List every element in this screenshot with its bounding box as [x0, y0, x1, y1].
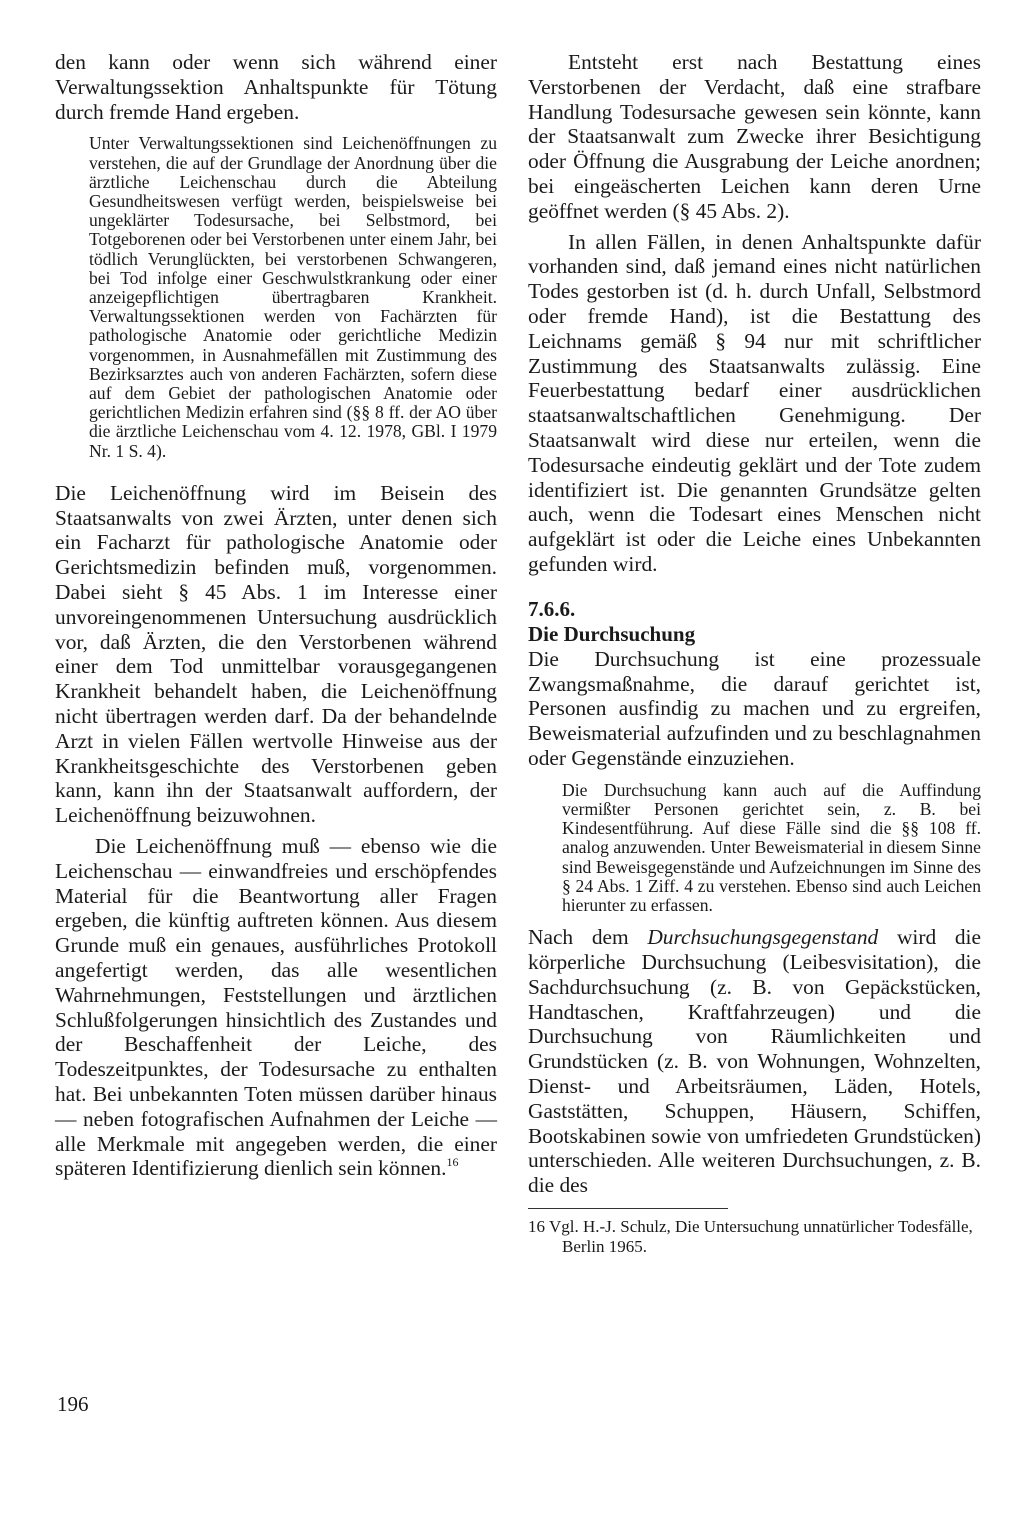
- right-paragraph-4-start: Nach dem: [528, 925, 648, 950]
- left-paragraph-1: den kann oder wenn sich während einer Verwaltungssektion Anhaltspunkte für Tötung durch fremde Hand ergeben.: [55, 50, 497, 124]
- right-paragraph-2: In allen Fällen, in denen Anhaltspunkte dafür vorhanden sind, daß jemand eines nicht natürlichen Todes gestorben ist (d. h. durch Unfall, Selbstmord oder fremde Hand), ist die Bestattung des Leichnams gemäß § 94 nur mit schriftlicher Zustimmung des Staatsanwalts zulässig. Eine Feuerbestattung bedarf einer ausdrücklichen staatsanwaltschaftlichen Genehmigung. Der Staatsanwalt wird diese nur erteilen, wenn die Todesursache eindeutig geklärt und der Tote zudem identifiziert ist. Die genannten Grundsätze gelten auch, wenn die Todesart eines Menschen nicht aufgeklärt ist oder die Leiche eines Unbekannten gefunden wird.: [528, 229, 981, 576]
- right-paragraph-3: Die Durchsuchung ist eine prozessuale Zwangsmaßnahme, die darauf gerichtet ist, Personen ausfindig zu machen und zu ergreifen, Beweismaterial aufzufinden und zu beschlagnahmen oder Gegenstände einzuziehen.: [528, 646, 981, 770]
- right-paragraph-1: Entsteht erst nach Bestattung eines Verstorbenen der Verdacht, daß eine strafbare Handlung Todesursache gewesen sein könnte, kann der Staatsanwalt zum Zwecke ihrer Besichtigung oder Öffnung die Ausgrabung der Leiche anordnen; bei eingeäscherten Leichen kann deren Urne geöffnet werden (§ 45 Abs. 2).: [528, 50, 981, 223]
- right-small-note: Die Durchsuchung kann auch auf die Auffindung vermißter Personen gerichtet sein, z. B. bei Kindesentführung. Auf diese Fälle sind die §§ 108 ff. analog anzuwenden. Unter Beweismaterial in diesem Sinne sind Beweisgegenstände und Aufzeichnungen im Sinne des § 24 Abs. 1 Ziff. 4 zu verstehen. Ebenso sind auch Leichen hierunter zu erfassen.: [562, 779, 981, 915]
- section-number: 7.6.6.: [528, 596, 576, 621]
- right-paragraph-4: [528, 925, 981, 1198]
- right-paragraph-4-rest: wird die körperliche Durchsuchung (Leibesvisitation), die Sachdurchsuchung (z. B. von Gepäckstücken, Handtaschen, Kraftfahrzeugen) und die Durchsuchung von Räumlichkeiten und Grundstücken (z. B. von Wohnungen, Wohnzelten, Dienst- und Arbeitsräumen, Läden, Hotels, Gaststätten, Schuppen, Häusern, Schiffen, Bootskabinen sowie von umfriedeten Grundstücken) unterschieden. Alle weiteren Durchsuchungen, z. B. die des: [528, 925, 981, 1198]
- left-column: [55, 50, 497, 1181]
- footnote-16: 16 Vgl. H.-J. Schulz, Die Untersuchung unnatürlicher Todesfälle, Berlin 1965.: [528, 1216, 973, 1256]
- emphasis-term: Durchsuchungsgegenstand: [647, 925, 879, 950]
- right-column: [528, 50, 981, 1257]
- left-paragraph-2: Die Leichenöffnung wird im Beisein des Staatsanwalts von zwei Ärzten, unter denen sich ein Facharzt für pathologische Anatomie oder Gerichtsmedizin befinden muß, vorgenommen. Dabei sieht § 45 Abs. 1 im Interesse einer unvoreingenommenen Untersuchung ausdrücklich vor, daß Ärzten, die den Verstorbenen während einer dem Tod unmittelbar vorausgegangenen Krankheit behandelt haben, die Leichenöffnung nicht übertragen werden darf. Da der behandelnde Arzt in vielen Fällen wertvolle Hinweise aus der Krankheitsgeschichte des Verstorbenen geben kann, kann ihn der Staatsanwalt auffordern, der Leichenöffnung beizuwohnen.: [55, 480, 497, 828]
- left-small-note: Unter Verwaltungssektionen sind Leichenöffnungen zu verstehen, die auf der Grundlage der Anordnung über die ärztliche Leichenschau durch die Abteilung Gesundheitswesen verfügt werden, beispielsweise bei ungeklärter Todesursache, bei Selbstmord, bei Totgeborenen oder bei Verstorbenen unter einem Jahr, bei tödlich Verunglückten, bei verstorbenen Schwangeren, bei Tod infolge einer Geschwulstkrankung oder einer anzeigepflichtigen übertragbaren Krankheit. Verwaltungssektionen werden von Fachärzten für pathologische Anatomie oder gerichtliche Medizin vorgenommen, in Ausnahmefällen mit Zustimmung des Bezirksarztes auch von anderen Fachärzten, sofern diese auf dem Gebiet der pathologischen Anatomie oder gerichtlichen Medizin erfahren sind (§§ 8 ff. der AO über die ärztliche Leichenschau vom 4. 12. 1978, GBl. I 1979 Nr. 1 S. 4).: [89, 133, 497, 461]
- footnote-reference: 16: [446, 1155, 459, 1170]
- left-paragraph-3-text: Die Leichenöffnung muß — ebenso wie die Leichenschau — einwandfreies und erschöpfendes Material für die Beantwortung aller Fragen ergeben, die künftig auftreten können. Aus diesem Grunde muß ein genaues, ausführliches Protokoll angefertigt werden, das alle wesentlichen Wahrnehmungen, Feststellungen und ärztlichen Schlußfolgerungen hinsichtlich des Zustandes und der Beschaffenheit der Leiche, des Todeszeitpunktes, der Todesursache zu enthalten hat. Bei unbekannten Toten müssen darüber hinaus — neben fotografischen Aufnahmen der Leiche — alle Merkmale mit angegeben werden, die einer späteren Identifizierung dienlich sein können.: [55, 834, 497, 1181]
- footnote-divider: [528, 1208, 728, 1209]
- left-paragraph-3: [55, 834, 497, 1181]
- section-title: Die Durchsuchung: [528, 621, 696, 646]
- page-number: 196: [57, 1392, 89, 1416]
